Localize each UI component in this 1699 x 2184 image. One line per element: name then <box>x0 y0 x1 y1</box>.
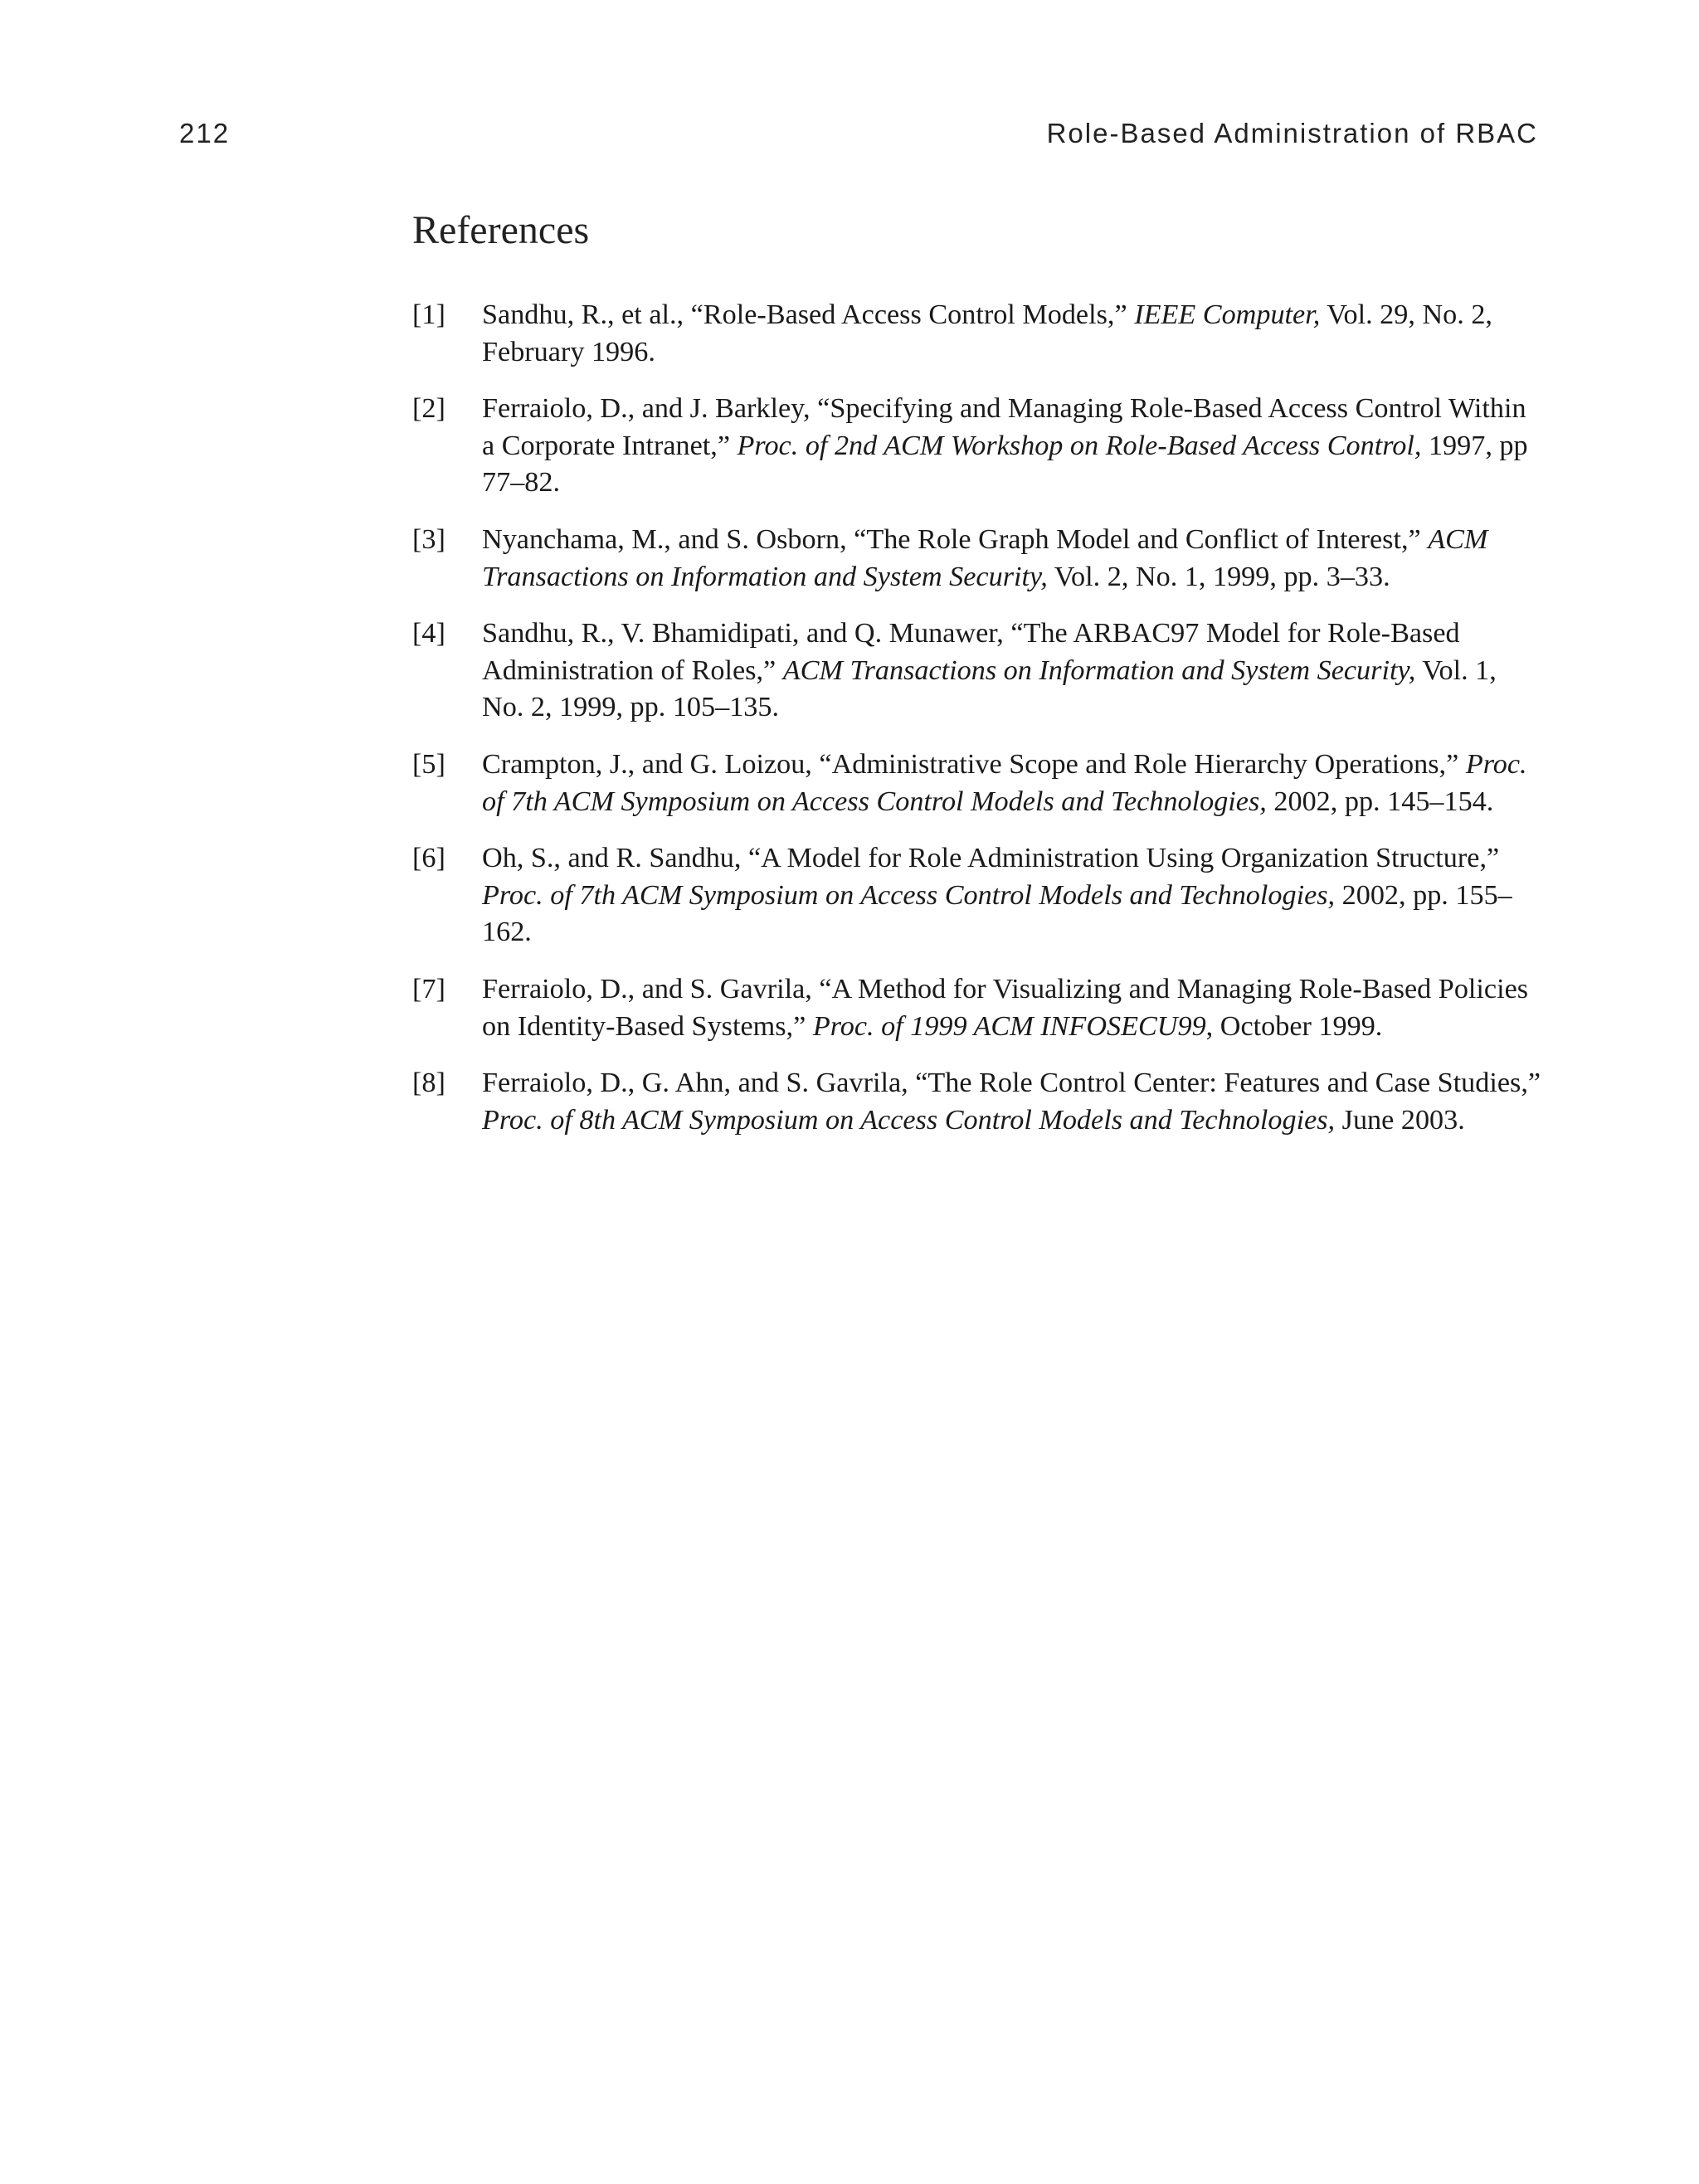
reference-item <box>412 747 1545 820</box>
reference-segment: Ferraiolo, D., and J. Barkley, “Specifying and Managing Role-Based Access Control Within a Corporate Intranet,” <box>482 393 1526 461</box>
reference-segment: , October 1999. <box>1205 1010 1383 1042</box>
running-head <box>179 118 1538 154</box>
page-number: 212 <box>179 118 231 148</box>
reference-list <box>412 297 1545 1159</box>
reference-segment: Ferraiolo, D., G. Ahn, and S. Gavrila, “The Role Control Center: Features and Case Studies,” <box>482 1068 1541 1099</box>
reference-segment: Vol. 2, No. 1, 1999, pp. 3–33. <box>1047 561 1390 592</box>
reference-item <box>412 297 1545 371</box>
reference-number: [4] <box>412 618 445 649</box>
reference-source: ACM Transactions on Information and System Security, <box>782 654 1416 686</box>
running-title: Role-Based Administration of RBAC <box>1046 118 1538 148</box>
reference-source: Proc. of 7th ACM Symposium on Access Control Models and Technologies, <box>482 879 1336 911</box>
reference-source: IEEE Computer, <box>1134 299 1321 330</box>
reference-segment: Crampton, J., and G. Loizou, “Administrative Scope and Role Hierarchy Operations,” <box>482 748 1466 780</box>
reference-item <box>412 615 1545 727</box>
reference-number: [6] <box>412 843 445 874</box>
reference-text <box>482 1065 1545 1139</box>
reference-number: [3] <box>412 523 445 555</box>
reference-segment: Sandhu, R., V. Bhamidipati, and Q. Munawer, “The ARBAC97 Model for Role-Based Administration of Roles,” <box>482 618 1460 686</box>
reference-segment: Ferraiolo, D., and S. Gavrila, “A Method for Visualizing and Managing Role-Based Policies on Identity-Based Systems,” <box>482 973 1529 1042</box>
reference-segment: 2002, pp. 145–154. <box>1266 786 1494 817</box>
reference-segment: 2002, pp. 155–162. <box>482 879 1512 948</box>
section-heading: References <box>412 208 590 252</box>
reference-number: [7] <box>412 973 445 1004</box>
reference-source: ACM Transactions on Information and System Security, <box>482 523 1488 592</box>
reference-text <box>482 297 1545 371</box>
reference-text <box>482 615 1545 727</box>
reference-source: Proc. of 2nd ACM Workshop on Role-Based Access Control, <box>737 430 1422 461</box>
reference-segment: 1997, pp 77–82. <box>482 430 1528 499</box>
reference-segment: Vol. 1, No. 2, 1999, pp. 105–135. <box>482 654 1497 723</box>
reference-text <box>482 522 1545 596</box>
reference-item <box>412 522 1545 596</box>
reference-text <box>482 391 1545 502</box>
reference-number: [2] <box>412 393 445 425</box>
reference-number: [5] <box>412 748 445 780</box>
reference-number: [1] <box>412 299 445 330</box>
reference-item <box>412 1065 1545 1139</box>
reference-item <box>412 971 1545 1045</box>
reference-item <box>412 840 1545 951</box>
reference-segment: Vol. 29, No. 2, February 1996. <box>482 299 1492 367</box>
reference-number: [8] <box>412 1068 445 1099</box>
reference-segment: Oh, S., and R. Sandhu, “A Model for Role Administration Using Organization Structure,” <box>482 843 1500 874</box>
reference-segment: Sandhu, R., et al., “Role-Based Access Control Models,” <box>482 299 1135 330</box>
reference-text <box>482 971 1545 1045</box>
reference-text <box>482 747 1545 820</box>
reference-segment: Nyanchama, M., and S. Osborn, “The Role Graph Model and Conflict of Interest,” <box>482 523 1429 555</box>
reference-segment: June 2003. <box>1335 1104 1465 1136</box>
reference-source: Proc. of 8th ACM Symposium on Access Control Models and Technologies, <box>482 1104 1336 1136</box>
reference-item <box>412 391 1545 502</box>
reference-text <box>482 840 1545 951</box>
reference-source: Proc. of 1999 ACM INFOSECU99 <box>812 1010 1206 1042</box>
reference-source: Proc. of 7th ACM Symposium on Access Control Models and Technologies, <box>482 748 1527 817</box>
